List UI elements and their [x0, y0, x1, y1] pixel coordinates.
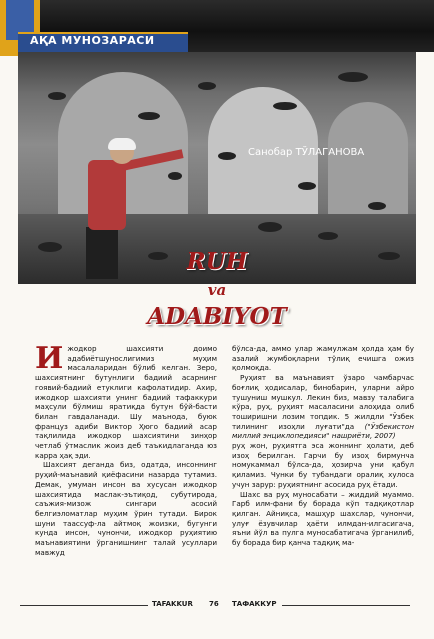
paragraph-text: Руҳият ва маънавият ўзаро чамбарчас боғлиқ ҳодисалар, бинобарин, уларни айро тушуниш мушкул. Лекин биз, мавзу талабига кўра, руҳ, руҳият масаласини алоҳида олиб тоширишни лозим топдик. 5 жилдли "Ўзбек тилининг изоҳли луғати"да: [232, 373, 414, 431]
paragraph: руҳ жон, руҳиятга эса жоннинг ҳолати, деб изоҳ берилган. Гарчи бу изоҳ бирмунча номукаммал бўлса-да, ҳозирча уни қабул қиламиз. Чунки бу тубандаги оралиқ хулоса учун зарур: руҳиятнинг асосида руҳ ётади.: [232, 441, 414, 489]
paragraph: [232, 373, 414, 441]
footer-magazine-latin: TAFAKKUR: [152, 600, 193, 608]
footer-magazine-cyrillic: ТАФАККУР: [232, 600, 277, 608]
footer-rule: [282, 605, 410, 606]
article-author: Санобар ТЎЛАГАНОВА: [248, 147, 365, 158]
page-number: 76: [209, 600, 219, 608]
article-title-mid: va: [207, 281, 227, 299]
paragraph: Шахс ва руҳ муносабати – жиддий муаммо. Гарб илм-фани бу борада кўп тадқиқотлар қилган. Айниқса, машҳур шахслар, чунончи, улуғ ёзувчилар ҳаёти илмдан-илгасигача, яъни йўл ва пулга муносабатигача ўрганилиб, бу борада бир қанча тадқиқ ма-: [232, 489, 414, 548]
footer-rule: [20, 605, 148, 606]
paragraph: Шахсият деганда биз, одатда, инсоннинг руҳий-маънавий қиёфасини назарда тутамиз. Демак, умуман инсон ва хусусан ижодкор шахсиятида маслак-эътиқод, субутирода, саъжия-мизож сингари асосий белгиэломатлар муҳим ўрин тутади. Бирок шуни таассуф-ла айтмоқ жоизки, бугунги кунда инсон, чунончи, ижодкор руҳиятию маънавиятини ўрганишнинг талай усуллари мавжуд: [35, 460, 217, 557]
article-title-top: RUH: [186, 248, 248, 275]
right-column: [232, 344, 414, 594]
article-title-bottom: ADABIYOT: [147, 303, 287, 330]
section-label: АҚА МУНОЗАРАСИ: [30, 34, 155, 47]
drop-cap: И: [35, 344, 64, 376]
dictionary-citation: ("Ўзбекистон миллий энциклопедияси" нашриёти, 2007): [232, 421, 414, 441]
paragraph: бўлса-да, аммо улар жамулжам ҳолда ҳам бу азалий жумбоқларни тўлиқ ечишга ожиз қолмоқда.: [232, 344, 414, 373]
paragraph: жодкор шахсияти доимо адабиётшунослигимиз муҳим масалаларидан бўлиб келган. Зеро, шахсиятнинг бутунлиги бадиий асарнинг гоявий-бадиий етуклиги кафолатидир. Ахир, ижодкор шахсияти унинг бадиий тафаккури маҳсули бўлмиш яратиқда бутун бўй-басти билан гавдаланади. Шу маънода, буюк француз адиби Виктор Ҳюго бадиий асар тақлилида ижодкор шахсиятини зинҳор четлаб ўтмаслик жоиз деб таъкидлаганда юз карра ҳақ эди.: [35, 344, 217, 460]
left-column: [35, 344, 217, 594]
